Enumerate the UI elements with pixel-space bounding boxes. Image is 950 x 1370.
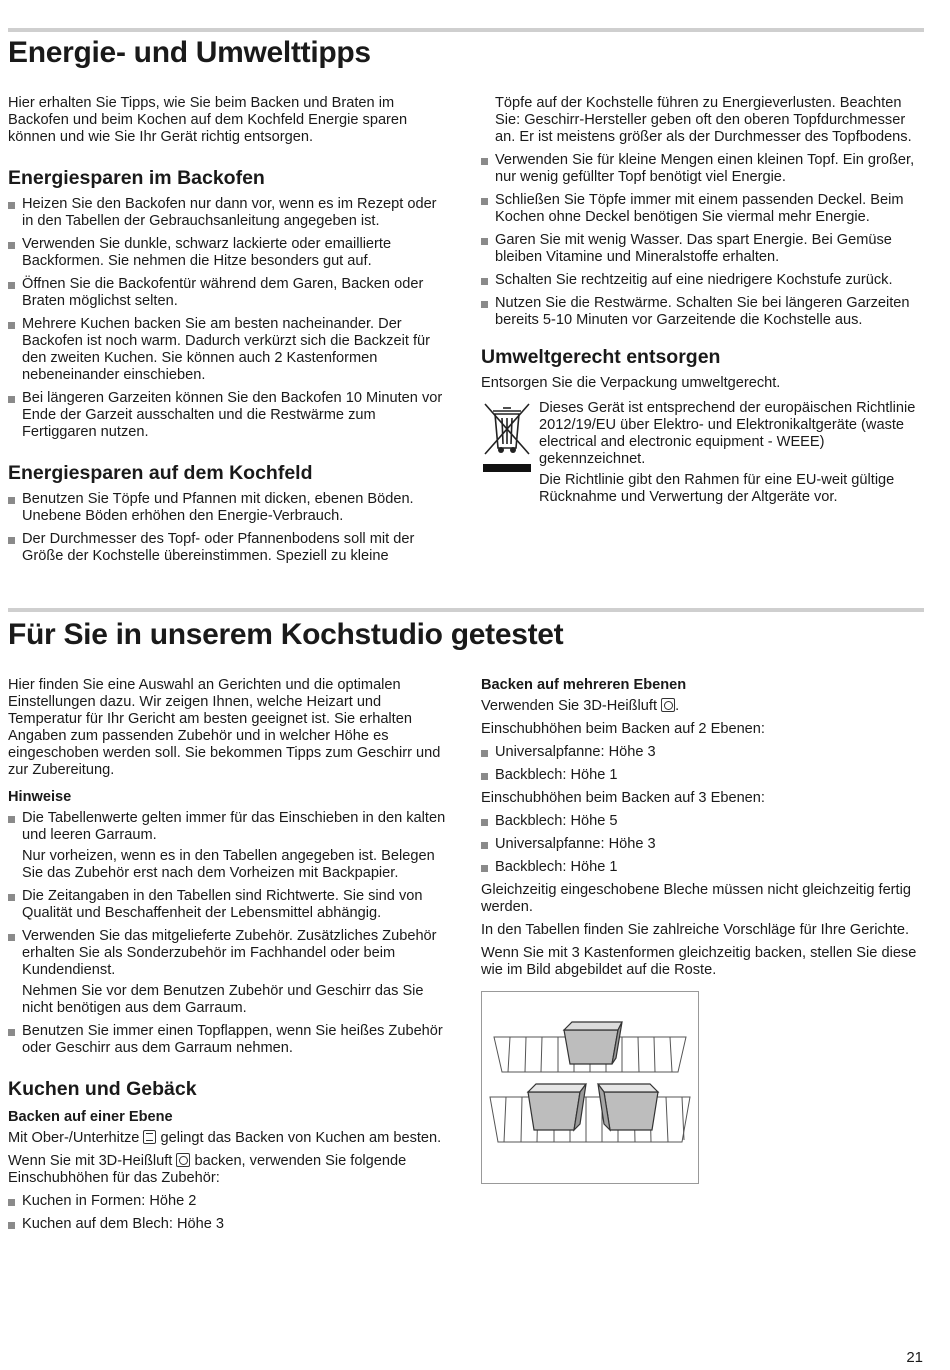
hob-tips-list-continued [481,152,926,329]
note-subtext: Nur vorheizen, wenn es in den Tabellen angegeben ist. Belegen Sie das Zubehör erst nach dem Vorheizen mit Backpapier. [22,848,435,881]
multi-level-text-a: Verwenden Sie 3D-Heißluft [481,698,658,714]
list-item: Kuchen auf dem Blech: Höhe 3 [8,1216,453,1233]
hob-tips-list [8,491,448,565]
note-text: Verwenden Sie das mitgelieferte Zubehör. Zusätzliches Zubehör erhalten Sie als Sonderzubehör im Fachhandel oder beim Kundendienst. [22,928,437,978]
list-item: Öffnen Sie die Backofentür während dem Garen, Backen oder Braten möglichst selten. [8,276,448,310]
list-item: Mehrere Kuchen backen Sie am besten nacheinander. Der Backofen ist noch warm. Dadurch verkürzt sich die Backzeit für den zweiten Kuchen. Sie können auch 2 Kastenformen nebeneinander einschieben. [8,316,448,384]
multi-level-text-end: . [675,698,680,714]
notes-list [8,810,453,1057]
one-level-text-1b: gelingt das Backen von Kuchen am besten. [160,1130,442,1146]
list-item: Bei längeren Garzeiten können Sie den Backofen 10 Minuten vor Ende der Garzeit ausschalten und die Restwärme zum Fertiggaren nutzen. [8,390,448,441]
tables-text: In den Tabellen finden Sie zahlreiche Vorschläge für Ihre Gerichte. [481,922,910,938]
simultaneous-text: Gleichzeitig eingeschobene Bleche müssen nicht gleichzeitig fertig werden. [481,882,911,915]
one-level-text-2a: Wenn Sie mit 3D-Heißluft [8,1153,173,1169]
list-item: Schließen Sie Töpfe immer mit einem passenden Deckel. Beim Kochen ohne Deckel benötigen Sie viermal mehr Energie. [481,192,926,226]
3d-hot-air-icon [176,1153,190,1167]
section-title-energy: Energie- und Umwelttipps [8,36,371,69]
one-level-list [8,1193,453,1233]
list-item: Nutzen Sie die Restwärme. Schalten Sie bei längeren Garzeiten bereits 5-10 Minuten vor Garzeitende die Kochstelle aus. [481,295,926,329]
energy-left-column [8,95,448,571]
list-item: Garen Sie mit wenig Wasser. Das spart Energie. Bei Gemüse bleiben Vitamine und Mineralstoffe erhalten. [481,232,926,266]
three-levels-list [481,813,926,876]
list-item: Backblech: Höhe 1 [481,767,926,784]
loaf-pans-illustration [481,991,699,1184]
energy-right-column [481,95,926,510]
list-item [8,888,453,922]
list-item: Benutzen Sie Töpfe und Pfannen mit dicken, ebenen Böden. Unebene Böden erhöhen den Energie-Verbrauch. [8,491,448,525]
list-item [8,810,453,882]
top-bottom-heat-icon [143,1130,156,1144]
note-text: Die Zeitangaben in den Tabellen sind Richtwerte. Sie sind von Qualität und Beschaffenheit der Lebensmittel abhängig. [22,888,423,921]
list-item: Der Durchmesser des Topf- oder Pfannenbodens soll mit der Größe der Kochstelle übereinstimmen. Speziell zu kleine [8,531,448,565]
one-level-text-2b: backen, verwenden Sie folgende Einschubhöhen für das Zubehör: [8,1153,407,1186]
tested-right-column [481,677,926,1184]
weee-text-2: Die Richtlinie gibt den Rahmen für eine EU-weit gültige Rücknahme und Verwertung der Altgeräte vor. [539,472,895,505]
heading-cakes: Kuchen und Gebäck [8,1078,197,1100]
list-item: Universalpfanne: Höhe 3 [481,744,926,761]
heading-multi-level: Backen auf mehreren Ebenen [481,677,687,693]
heading-one-level: Backen auf einer Ebene [8,1109,173,1125]
one-level-text-1 [8,1130,453,1147]
list-item: Verwenden Sie für kleine Mengen einen kleinen Topf. Ein großer, nur wenig gefüllter Topf benötigt viel Energie. [481,152,926,186]
weee-block [481,400,926,510]
loaf-pans-text: Wenn Sie mit 3 Kastenformen gleichzeitig backen, stellen Sie diese wie im Bild abgebildet auf die Roste. [481,945,917,978]
weee-text-1: Dieses Gerät ist entsprechend der europäischen Richtlinie 2012/19/EU über Elektro- und Elektronikaltgeräte (waste electrical and electronic equipment - WEEE) gekennzeichnet. [539,400,916,467]
crossed-bin-icon [481,400,533,510]
section-rule-second [8,608,924,612]
list-item [8,1023,453,1057]
heading-oven-saving: Energiesparen im Backofen [8,167,265,189]
section-title-kitchen-tested: Für Sie in unserem Kochstudio getestet [8,618,564,651]
two-levels-intro: Einschubhöhen beim Backen auf 2 Ebenen: [481,721,765,737]
one-level-text-1a: Mit Ober-/Unterhitze [8,1130,140,1146]
multi-level-text [481,698,926,715]
heading-hob-saving: Energiesparen auf dem Kochfeld [8,462,313,484]
one-level-text-2 [8,1153,453,1187]
list-item [8,928,453,1017]
list-item: Universalpfanne: Höhe 3 [481,836,926,853]
list-item: Backblech: Höhe 5 [481,813,926,830]
heading-disposal: Umweltgerecht entsorgen [481,346,721,368]
list-item: Backblech: Höhe 1 [481,859,926,876]
list-item: Heizen Sie den Backofen nur dann vor, wenn es im Rezept oder in den Tabellen der Gebrauchsanleitung angegeben ist. [8,196,448,230]
note-subtext: Nehmen Sie vor dem Benutzen Zubehör und Geschirr das Sie nicht benötigen aus dem Garraum. [22,983,424,1016]
section-rule-top [8,28,924,32]
3d-hot-air-icon [661,698,675,712]
energy-intro: Hier erhalten Sie Tipps, wie Sie beim Backen und Braten im Backofen und beim Kochen auf dem Kochfeld Energie sparen können und wie Sie Ihr Gerät richtig entsorgen. [8,95,408,145]
note-text: Benutzen Sie immer einen Topflappen, wenn Sie heißes Zubehör oder Geschirr aus dem Garraum nehmen. [22,1023,443,1056]
three-levels-intro: Einschubhöhen beim Backen auf 3 Ebenen: [481,790,765,806]
note-text: Die Tabellenwerte gelten immer für das Einschieben in den kalten und leeren Garraum. [22,810,446,843]
oven-tips-list [8,196,448,441]
page-number: 21 [906,1349,923,1366]
heading-notes: Hinweise [8,789,72,805]
list-item: Schalten Sie rechtzeitig auf eine niedrigere Kochstufe zurück. [481,272,926,289]
list-item: Verwenden Sie dunkle, schwarz lackierte oder emaillierte Backformen. Sie nehmen die Hitze besonders gut auf. [8,236,448,270]
weee-text [539,400,926,510]
tested-left-column [8,677,453,1239]
list-item: Kuchen in Formen: Höhe 2 [8,1193,453,1210]
disposal-text: Entsorgen Sie die Verpackung umweltgerecht. [481,375,781,391]
tested-intro: Hier finden Sie eine Auswahl an Gerichten und die optimalen Einstellungen dazu. Wir zeigen Ihnen, welche Heizart und Temperatur für Ihr Gericht am besten geeignet ist. Sie erhalten Angaben zum passenden Zubehör und in welcher Höhe es eingeschoben werden soll. Sie bekommen Tipps zum Geschirr und zur Zubereitung. [8,677,441,778]
hob-tip-continued: Töpfe auf der Kochstelle führen zu Energieverlusten. Beachten Sie: Geschirr-Hersteller geben oft den oberen Topfdurchmesser an. Er ist meistens größer als der Durchmesser des Topfbodens. [495,95,912,145]
two-levels-list [481,744,926,784]
